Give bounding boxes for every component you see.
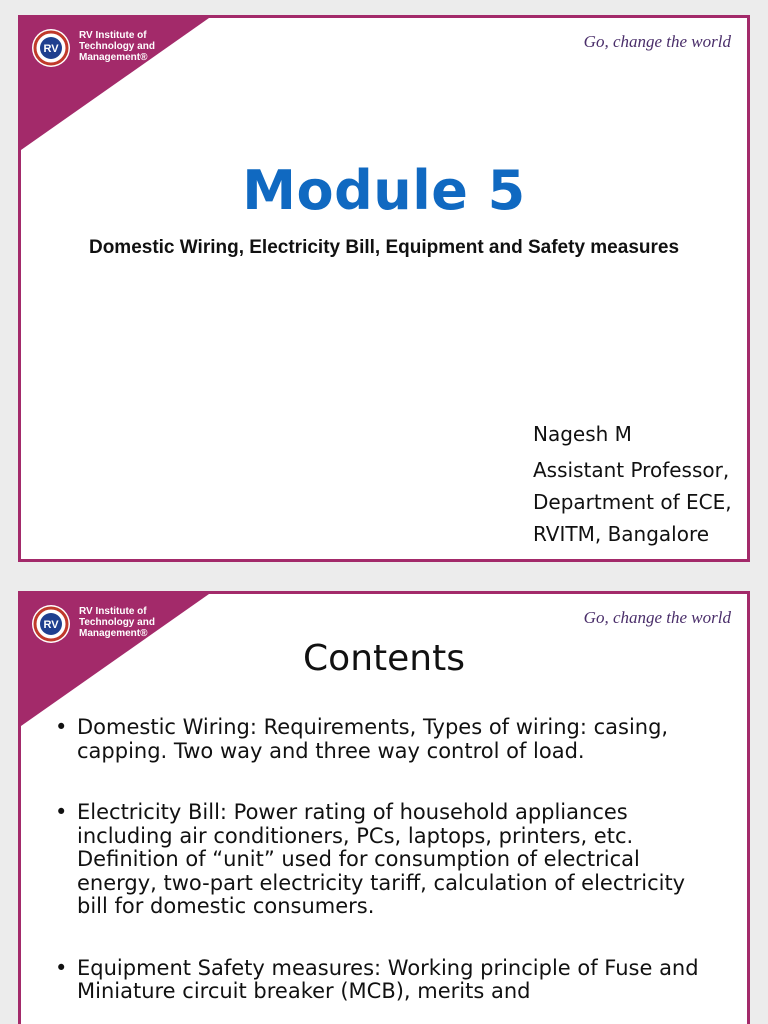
list-item <box>55 801 705 919</box>
author-designation: Assistant Professor, <box>533 458 730 482</box>
bullet-icon: • <box>55 955 68 980</box>
institute-name-line: RV Institute of <box>79 606 147 617</box>
list-item-text: Electricity Bill: Power rating of household appliances including air conditioners, PCs, laptops, printers, etc. Definition of “unit” used for consumption of electrical energy, two-part electricity tariff, calculation of electricity bill for domestic consumers. <box>77 800 686 918</box>
author-affiliation: RVITM, Bangalore <box>533 522 710 546</box>
bullet-icon: • <box>55 715 68 739</box>
contents-list <box>55 716 705 1024</box>
author-name: Nagesh M <box>533 422 632 446</box>
list-item-text: Domestic Wiring: Requirements, Types of wiring: casing, capping. Two way and three way control of load. <box>77 715 669 763</box>
institute-name-line: Management® <box>79 628 148 639</box>
author-block <box>533 418 732 550</box>
institute-name-line: Technology and <box>79 617 155 628</box>
slide-contents <box>18 591 750 1024</box>
slide-subtitle: Domestic Wiring, Electricity Bill, Equipment and Safety measures <box>88 237 680 258</box>
list-item <box>55 716 705 763</box>
slide-title-heading: Module 5 <box>242 159 526 222</box>
bullet-icon: • <box>55 800 68 824</box>
institute-name <box>79 30 169 63</box>
emblem-letters: RV <box>43 43 59 55</box>
institute-name-line: Technology and <box>79 41 155 52</box>
author-department: Department of ECE, <box>533 490 732 514</box>
institute-emblem-icon <box>31 28 71 68</box>
slide-title <box>18 15 750 562</box>
contents-heading: Contents <box>303 638 465 679</box>
emblem-letters: RV <box>43 619 59 631</box>
tagline: Go, change the world <box>583 608 731 627</box>
tagline: Go, change the world <box>583 32 731 51</box>
institute-name-line: Management® <box>79 52 148 63</box>
institute-name <box>79 606 169 639</box>
institute-name-line: RV Institute of <box>79 30 147 41</box>
list-item-text: Equipment Safety measures: Working principle of Fuse and Miniature circuit breaker (MCB), merits and <box>77 955 699 1003</box>
list-item <box>55 957 705 1004</box>
